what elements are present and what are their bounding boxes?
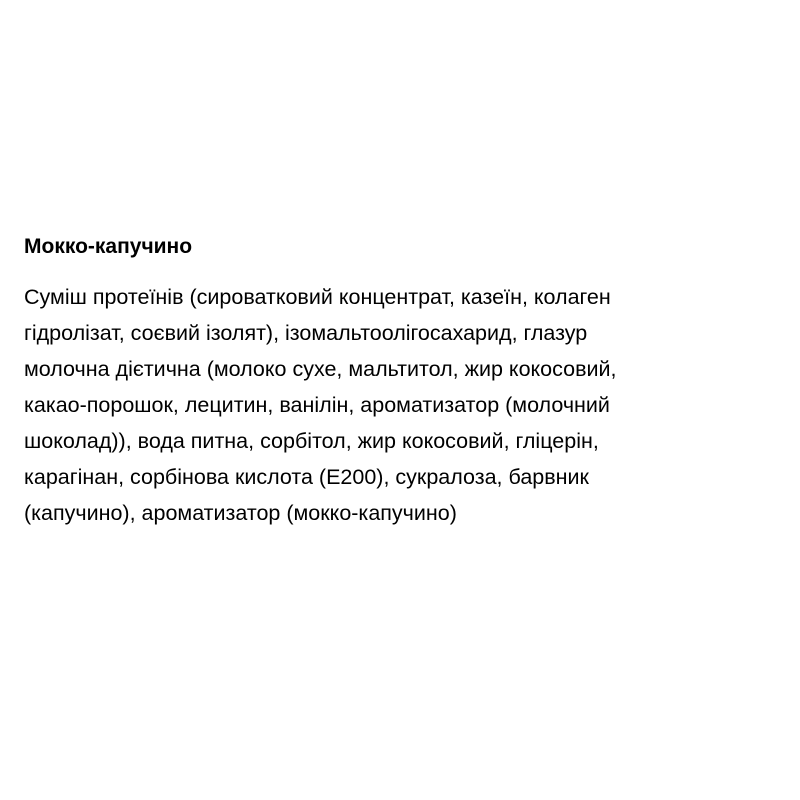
product-description bbox=[24, 229, 794, 531]
ingredients-line-5: шоколад)), вода питна, сорбітол, жир кокосовий, гліцерін, bbox=[24, 429, 599, 453]
product-title: Мокко-капучино bbox=[24, 235, 193, 258]
ingredients-line-4: какао-порошок, лецитин, ванілін, ароматизатор (молочний bbox=[24, 393, 610, 417]
ingredients-line-7: (капучино), ароматизатор (мокко-капучино) bbox=[24, 501, 457, 525]
ingredients-line-6: карагінан, сорбінова кислота (Е200), сукралоза, барвник bbox=[24, 465, 589, 489]
ingredients-line-2: гідролізат, соєвий ізолят), ізомальтоолігосахарид, глазур bbox=[24, 321, 588, 345]
ingredients-line-1: Суміш протеїнів (сироватковий концентрат, казеїн, колаген bbox=[24, 285, 611, 309]
ingredients-text bbox=[24, 279, 794, 531]
ingredients-line-3: молочна дієтична (молоко сухе, мальтитол, жир кокосовий, bbox=[24, 357, 617, 381]
